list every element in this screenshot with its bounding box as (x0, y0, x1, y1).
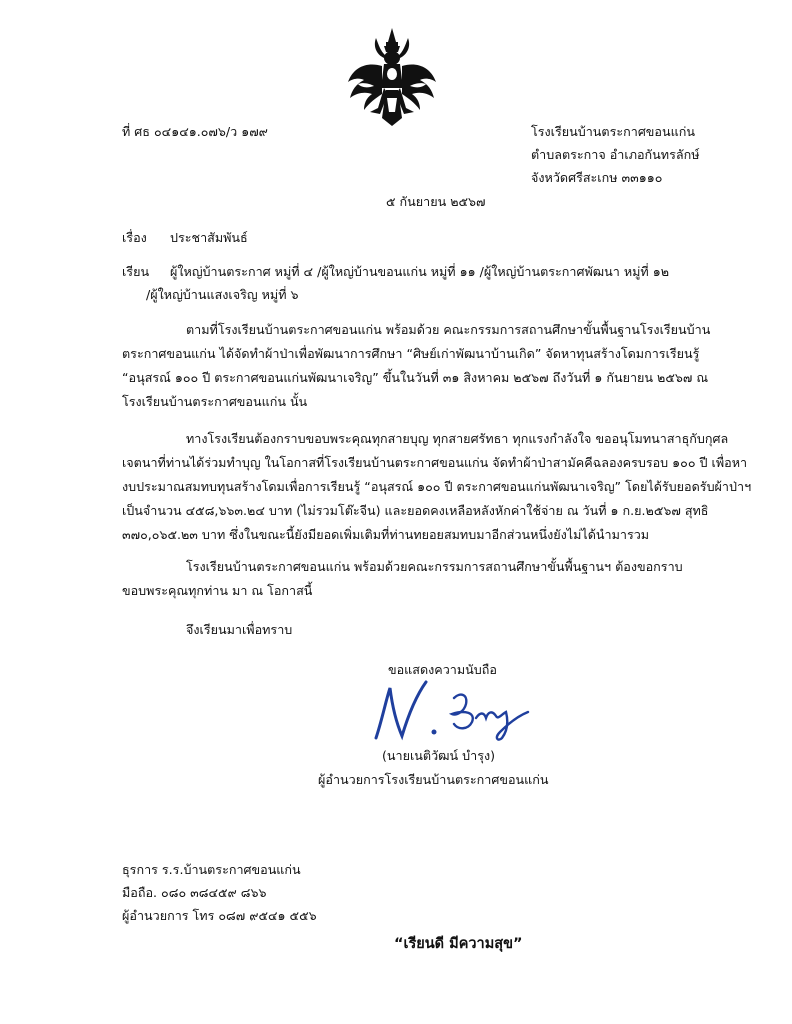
contact-line: มือถือ. ๐๘๐ ๓๘๔๕๙ ๘๖๖ (122, 885, 267, 900)
signer-position: ผู้อำนวยการโรงเรียนบ้านตระกาศขอนแก่น (318, 772, 549, 787)
sender-address-line-3: จังหวัดศรีสะเกษ ๓๓๑๑๐ (531, 170, 663, 185)
contact-line: ผู้อำนวยการ โทร ๐๘๗ ๙๕๔๑ ๕๕๖ (122, 908, 317, 923)
paragraph-2-line: ๓๗๐,๐๖๕.๒๓ บาท ซึ่งในขณะนี้ยังมียอดเพิ่มเติมที่ท่านทยอยสมทบมาอีกส่วนหนึ่งยังไม่ได้นำมารวม (122, 527, 650, 542)
paragraph-1-line: “อนุสรณ์ ๑๐๐ ปี ตระกาศขอนแก่นพัฒนาเจริญ” ขึ้นในวันที่ ๓๑ สิงหาคม ๒๕๖๗ ถึงวันที่ ๑ กันยายน ๒๕๖๗ ณ (122, 370, 709, 385)
paragraph-1-line: โรงเรียนบ้านตระกาศขอนแก่น นั้น (122, 394, 308, 409)
closing-line: จึงเรียนมาเพื่อทราบ (186, 622, 293, 637)
handwritten-signature (368, 676, 548, 746)
recipient-label: เรียน (122, 264, 150, 279)
garuda-emblem (346, 28, 438, 128)
paragraph-3-line: โรงเรียนบ้านตระกาศขอนแก่น พร้อมด้วยคณะกรรมการสถานศึกษาขั้นพื้นฐานฯ ต้องขอกราบ (186, 559, 683, 574)
reference-number: ที่ ศธ ๐๔๑๔๑.๐๗๖/ว ๑๗๙ (122, 124, 268, 139)
subject-label: เรื่อง (122, 230, 147, 245)
paragraph-1-line: ตามที่โรงเรียนบ้านตระกาศขอนแก่น พร้อมด้วย คณะกรรมการสถานศึกษาขั้นพื้นฐานโรงเรียนบ้าน (186, 322, 711, 337)
recipient-line-2: /ผู้ใหญ่บ้านแสงเจริญ หมู่ที่ ๖ (146, 287, 299, 302)
paragraph-2-line: ทางโรงเรียนต้องกราบขอบพระคุณทุกสายบุญ ทุกสายศรัทธา ทุกแรงกำลังใจ ขออนุโมทนาสาธุกับกุศล (186, 431, 729, 446)
sender-address-line-2: ตำบลตระกาจ อำเภอกันทรลักษ์ (531, 147, 700, 162)
school-slogan: “เรียนดี มีความสุข” (394, 936, 523, 952)
paragraph-3-line: ขอบพระคุณทุกท่าน มา ณ โอกาสนี้ (122, 583, 313, 598)
recipient-line-1: ผู้ใหญ่บ้านตระกาศ หมู่ที่ ๔ /ผู้ใหญ่บ้านขอนแก่น หมู่ที่ ๑๑ /ผู้ใหญ่บ้านตระกาศพัฒนา หมู่ที่ ๑๒ (170, 264, 670, 279)
paragraph-2-line: เจตนาที่ท่านได้ร่วมทำบุญ ในโอกาสที่โรงเรียนบ้านตระกาศขอนแก่น จัดทำผ้าป่าสามัคคีฉลองครบรอบ ๑๐๐ ปี เพื่อหา (122, 455, 748, 470)
regards-text: ขอแสดงความนับถือ (388, 662, 497, 677)
subject-text: ประชาสัมพันธ์ (170, 230, 248, 245)
letter-date: ๕ กันยายน ๒๕๖๗ (386, 194, 486, 209)
contact-line: ธุรการ ร.ร.บ้านตระกาศขอนแก่น (122, 862, 301, 877)
sender-address-line-1: โรงเรียนบ้านตระกาศขอนแก่น (531, 124, 695, 139)
paragraph-2-line: งบประมาณสมทบทุนสร้างโดมเพื่อการเรียนรู้ “อนุสรณ์ ๑๐๐ ปี ตระกาศขอนแก่นพัฒนาเจริญ” โดยได้รับยอดรับผ้าป่าฯ (122, 479, 752, 494)
paragraph-1-line: ตระกาศขอนแก่น ได้จัดทำผ้าป่าเพื่อพัฒนาการศึกษา “ศิษย์เก่าพัฒนาบ้านเกิด” จัดหาทุนสร้างโดมการเรียนรู้ (122, 346, 700, 361)
signer-name: (นายเนติวัฒน์ บำรุง) (382, 748, 496, 763)
paragraph-2-line: เป็นจำนวน ๔๕๘,๖๖๓.๒๔ บาท (ไม่รวมโต๊ะจีน) และยอดคงเหลือหลังหักค่าใช้จ่าย ณ วันที่ ๑ ก.ย.๒๕๖๗ สุทธิ (122, 503, 709, 518)
